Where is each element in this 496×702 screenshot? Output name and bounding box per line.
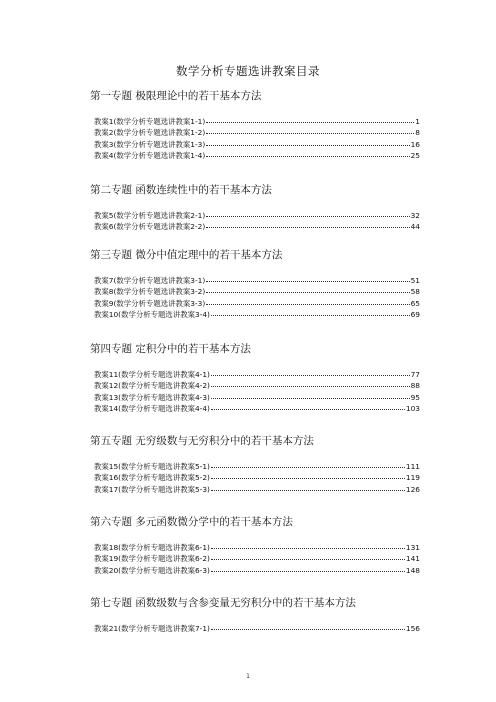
section-5 xyxy=(90,434,420,495)
toc-entry-label: 教案20(数学分析专题选讲教案6-3) xyxy=(94,565,210,575)
toc-entry[interactable] xyxy=(90,565,420,576)
toc-entry[interactable] xyxy=(90,309,420,320)
section-heading: 第七专题 函数级数与含参变量无穷积分中的若干基本方法 xyxy=(90,597,356,609)
dot-leader xyxy=(206,209,409,217)
toc-entry-label: 教案11(数学分析专题选讲教案4-1) xyxy=(94,370,210,379)
dot-leader xyxy=(211,460,405,468)
toc-entry[interactable] xyxy=(90,484,420,495)
toc-entry-label: 教案10(数学分析专题选讲教案3-4) xyxy=(94,309,210,319)
toc-entry-label: 教案3(数学分析专题选讲教案1-3) xyxy=(94,139,206,149)
dot-leader xyxy=(211,471,405,479)
toc-entry-page: 25 xyxy=(410,150,420,160)
toc-entry-page: 119 xyxy=(405,473,420,483)
section-3 xyxy=(90,248,420,320)
toc-entry-label: 教案4(数学分析专题选讲教案1-4) xyxy=(94,150,206,160)
toc-entry-label: 教案17(数学分析专题选讲教案5-3) xyxy=(94,484,210,494)
toc-entry-label: 教案2(数学分析专题选讲教案1-2) xyxy=(94,128,206,138)
dot-leader xyxy=(211,379,410,387)
toc-entry-page: 16 xyxy=(410,139,420,149)
dot-leader xyxy=(206,274,409,282)
toc-entry-page: 8 xyxy=(415,128,420,138)
section-7 xyxy=(90,596,420,634)
section-2 xyxy=(90,183,420,233)
section-4 xyxy=(90,342,420,414)
toc-entry-page: 111 xyxy=(405,462,420,471)
toc-entry[interactable] xyxy=(90,221,420,232)
toc-entry-label: 教案18(数学分析专题选讲教案6-1) xyxy=(94,543,210,552)
dot-leader xyxy=(206,126,414,134)
dot-leader xyxy=(206,149,409,157)
dot-leader xyxy=(211,391,410,399)
dot-leader xyxy=(211,483,405,491)
section-heading: 第五专题 无穷级数与无穷积分中的若干基本方法 xyxy=(90,435,314,447)
dot-leader xyxy=(211,541,405,549)
toc-entry-page: 156 xyxy=(405,624,420,633)
section-6 xyxy=(90,515,420,576)
toc-entry-page: 103 xyxy=(405,403,420,413)
toc-entry-label: 教案15(数学分析专题选讲教案5-1) xyxy=(94,462,210,471)
section-1 xyxy=(90,89,420,161)
toc-entry-label: 教案13(数学分析专题选讲教案4-3) xyxy=(94,392,210,402)
toc-entry-page: 58 xyxy=(410,287,420,297)
toc-entry-label: 教案5(数学分析专题选讲教案2-1) xyxy=(94,211,206,220)
toc-entry-page: 1 xyxy=(415,117,420,126)
toc-entry-page: 126 xyxy=(405,484,420,494)
toc-entry-page: 148 xyxy=(405,565,420,575)
toc-entry-page: 88 xyxy=(410,381,420,391)
page-number: 1 xyxy=(246,673,250,680)
toc-entry-label: 教案7(数学分析专题选讲教案3-1) xyxy=(94,276,206,285)
toc-entry[interactable] xyxy=(90,403,420,414)
toc-entry-label: 教案6(数学分析专题选讲教案2-2) xyxy=(94,222,206,232)
dot-leader xyxy=(206,285,409,293)
document-title: 数学分析专题选讲教案目录 xyxy=(176,64,320,78)
toc-entry-page: 32 xyxy=(410,211,420,220)
toc-entry-label: 教案8(数学分析专题选讲教案3-2) xyxy=(94,287,206,297)
toc-entry-page: 131 xyxy=(405,543,420,552)
section-heading: 第六专题 多元函数微分学中的若干基本方法 xyxy=(90,516,293,528)
section-heading: 第三专题 微分中值定理中的若干基本方法 xyxy=(90,249,283,261)
toc-entry-label: 教案12(数学分析专题选讲教案4-2) xyxy=(94,381,210,391)
toc-entry-label: 教案14(数学分析专题选讲教案4-4) xyxy=(94,403,210,413)
toc-entry-page: 65 xyxy=(410,298,420,308)
toc-entry-page: 44 xyxy=(410,222,420,232)
section-heading: 第一专题 极限理论中的若干基本方法 xyxy=(90,90,262,102)
section-heading: 第四专题 定积分中的若干基本方法 xyxy=(90,343,251,355)
toc-entry-page: 141 xyxy=(405,554,420,564)
dot-leader xyxy=(211,368,410,376)
dot-leader xyxy=(211,552,405,560)
dot-leader xyxy=(206,115,414,123)
toc-entry[interactable] xyxy=(90,623,420,634)
toc-entry[interactable] xyxy=(90,150,420,161)
toc-entry-page: 77 xyxy=(410,370,420,379)
dot-leader xyxy=(206,138,409,146)
toc-entry-page: 51 xyxy=(410,276,420,285)
toc-entry-label: 教案9(数学分析专题选讲教案3-3) xyxy=(94,298,206,308)
toc-entry-label: 教案21(数学分析专题选讲教案7-1) xyxy=(94,624,210,633)
dot-leader xyxy=(211,622,405,630)
toc-entry-label: 教案1(数学分析专题选讲教案1-1) xyxy=(94,117,206,126)
dot-leader xyxy=(211,402,405,410)
toc-entry-page: 69 xyxy=(410,309,420,319)
toc-entry-label: 教案19(数学分析专题选讲教案6-2) xyxy=(94,554,210,564)
toc-entry-page: 95 xyxy=(410,392,420,402)
toc-entry-label: 教案16(数学分析专题选讲教案5-2) xyxy=(94,473,210,483)
section-heading: 第二专题 函数连续性中的若干基本方法 xyxy=(90,184,272,196)
dot-leader xyxy=(206,220,409,228)
dot-leader xyxy=(206,297,409,305)
dot-leader xyxy=(211,308,410,316)
dot-leader xyxy=(211,564,405,572)
